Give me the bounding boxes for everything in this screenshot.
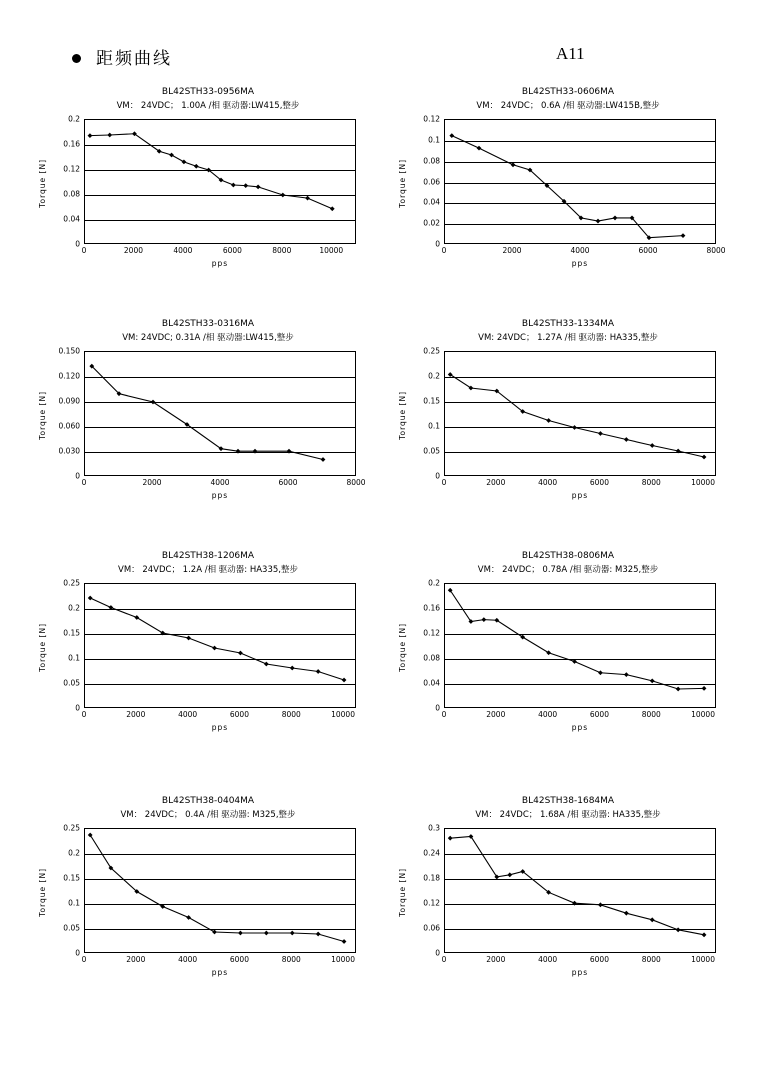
y-tick-label: 0 bbox=[75, 471, 80, 481]
y-tick-label: 0.090 bbox=[58, 396, 80, 406]
plot-wrapper bbox=[38, 346, 378, 511]
y-tick-label: 0 bbox=[75, 703, 80, 713]
chart-block bbox=[398, 550, 738, 743]
chart-title: BL42STH38-0806MA bbox=[521, 551, 615, 561]
y-tick-label: 0.25 bbox=[63, 823, 80, 833]
data-series bbox=[445, 829, 717, 954]
y-axis-label: Torque [N] bbox=[398, 391, 407, 440]
y-tick-label: 0.2 bbox=[68, 114, 80, 124]
data-point-marker bbox=[186, 915, 191, 920]
y-tick-label: 0.15 bbox=[63, 873, 80, 883]
plot-area bbox=[444, 828, 716, 953]
y-tick-label: 0.12 bbox=[63, 164, 80, 174]
data-point-marker bbox=[511, 162, 516, 167]
plot-wrapper bbox=[38, 578, 378, 743]
y-tick-label: 0 bbox=[435, 471, 440, 481]
data-point-marker bbox=[676, 687, 681, 692]
y-axis-label: Torque [N] bbox=[38, 868, 47, 917]
x-tick-label: 2000 bbox=[502, 246, 522, 255]
x-tick-label: 8000 bbox=[281, 710, 301, 719]
data-point-marker bbox=[650, 443, 655, 448]
data-point-marker bbox=[280, 193, 285, 198]
x-tick-label: 2000 bbox=[126, 710, 146, 719]
x-tick-label: 10000 bbox=[691, 955, 715, 964]
x-tick-label: 8000 bbox=[641, 710, 661, 719]
y-tick-label: 0 bbox=[75, 948, 80, 958]
x-axis-ticks bbox=[441, 478, 716, 490]
y-tick-label: 0.12 bbox=[423, 628, 440, 638]
x-tick-label: 0 bbox=[441, 955, 447, 964]
page-code: A11 bbox=[556, 44, 585, 63]
data-series bbox=[85, 829, 357, 954]
x-axis-ticks bbox=[81, 955, 356, 967]
plot-area bbox=[84, 351, 356, 476]
y-axis-label: Torque [N] bbox=[398, 623, 407, 672]
x-axis-ticks bbox=[81, 710, 356, 722]
y-tick-label: 0.04 bbox=[423, 197, 440, 207]
y-tick-label: 0.15 bbox=[63, 628, 80, 638]
y-tick-label: 0.25 bbox=[63, 578, 80, 588]
data-point-marker bbox=[109, 605, 114, 610]
chart-subtitle: VM： 24VDC； 0.4A /相 驱动器: M325,整步 bbox=[120, 810, 296, 820]
x-tick-label: 4000 bbox=[210, 478, 230, 487]
x-tick-label: 6000 bbox=[278, 478, 298, 487]
x-axis-ticks bbox=[441, 246, 726, 258]
y-axis-ticks bbox=[408, 346, 442, 481]
data-point-marker bbox=[316, 932, 321, 937]
y-tick-label: 0.030 bbox=[58, 446, 80, 456]
data-series bbox=[445, 352, 717, 477]
chart-subtitle: VM： 24VDC； 0.78A /相 驱动器: M325,整步 bbox=[477, 565, 659, 575]
data-point-marker bbox=[321, 457, 326, 462]
data-point-marker bbox=[264, 662, 269, 667]
x-tick-label: 0 bbox=[81, 478, 87, 487]
data-point-marker bbox=[134, 615, 139, 620]
data-point-marker bbox=[676, 449, 681, 454]
data-point-marker bbox=[231, 183, 236, 188]
chart-title: BL42STH33-1334MA bbox=[521, 319, 615, 329]
y-tick-label: 0.16 bbox=[63, 139, 80, 149]
plot-area bbox=[444, 351, 716, 476]
x-tick-label: 6000 bbox=[222, 246, 242, 255]
y-axis-ticks bbox=[48, 114, 82, 249]
chart-block bbox=[398, 795, 738, 988]
data-point-marker bbox=[253, 449, 258, 454]
data-point-marker bbox=[194, 164, 199, 169]
plot-area bbox=[84, 828, 356, 953]
x-axis-label: pps bbox=[211, 259, 229, 268]
x-tick-label: 6000 bbox=[589, 710, 609, 719]
y-tick-label: 0.12 bbox=[423, 114, 440, 124]
data-point-marker bbox=[305, 196, 310, 201]
y-axis-ticks bbox=[408, 578, 442, 713]
x-tick-label: 2000 bbox=[142, 478, 162, 487]
page-title: 距频曲线 bbox=[96, 49, 172, 69]
data-point-marker bbox=[507, 872, 512, 877]
x-tick-label: 10000 bbox=[331, 955, 355, 964]
data-point-marker bbox=[650, 678, 655, 683]
data-point-marker bbox=[681, 233, 686, 238]
plot-area bbox=[444, 583, 716, 708]
y-axis-ticks bbox=[408, 114, 442, 249]
data-point-marker bbox=[107, 133, 112, 138]
x-tick-label: 4000 bbox=[173, 246, 193, 255]
data-point-marker bbox=[546, 650, 551, 655]
data-point-marker bbox=[212, 646, 217, 651]
plot-wrapper bbox=[398, 114, 738, 279]
x-tick-label: 8000 bbox=[706, 246, 726, 255]
y-axis-ticks bbox=[48, 578, 82, 713]
data-point-marker bbox=[160, 631, 165, 636]
y-tick-label: 0 bbox=[435, 239, 440, 249]
data-point-marker bbox=[287, 449, 292, 454]
x-tick-label: 8000 bbox=[346, 478, 366, 487]
y-axis-ticks bbox=[48, 823, 82, 958]
x-tick-label: 4000 bbox=[538, 955, 558, 964]
y-tick-label: 0.05 bbox=[423, 446, 440, 456]
data-point-marker bbox=[169, 153, 174, 158]
chart-subtitle: VM： 24VDC； 1.68A /相 驱动器: HA335,整步 bbox=[475, 810, 661, 820]
chart-title: BL42STH38-1684MA bbox=[521, 796, 615, 806]
y-tick-label: 0.24 bbox=[423, 848, 440, 858]
y-tick-label: 0.06 bbox=[423, 177, 440, 186]
plot-area bbox=[84, 583, 356, 708]
data-point-marker bbox=[676, 927, 681, 932]
y-tick-label: 0.18 bbox=[423, 873, 440, 883]
data-point-marker bbox=[236, 449, 241, 454]
chart-title: BL42STH38-0404MA bbox=[161, 796, 255, 806]
data-point-marker bbox=[624, 672, 629, 677]
x-tick-label: 2000 bbox=[486, 955, 506, 964]
y-axis-label: Torque [N] bbox=[398, 868, 407, 917]
x-tick-label: 0 bbox=[81, 710, 87, 719]
y-tick-label: 0 bbox=[435, 948, 440, 958]
chart-block bbox=[398, 318, 738, 511]
data-point-marker bbox=[596, 219, 601, 224]
y-tick-label: 0.08 bbox=[63, 189, 80, 199]
chart-subtitle: VM： 24VDC； 1.00A /相 驱动器:LW415,整步 bbox=[116, 101, 300, 111]
y-tick-label: 0.15 bbox=[423, 396, 440, 406]
x-tick-label: 0 bbox=[81, 955, 87, 964]
x-tick-label: 4000 bbox=[570, 246, 590, 255]
data-point-marker bbox=[702, 686, 707, 691]
y-tick-label: 0.1 bbox=[68, 653, 80, 663]
data-point-marker bbox=[238, 931, 243, 936]
x-axis-label: pps bbox=[211, 491, 229, 500]
x-tick-label: 2000 bbox=[486, 710, 506, 719]
y-tick-label: 0.02 bbox=[423, 218, 440, 228]
data-point-marker bbox=[650, 917, 655, 922]
data-point-marker bbox=[238, 651, 243, 656]
plot-wrapper bbox=[398, 346, 738, 511]
x-axis-label: pps bbox=[571, 491, 589, 500]
data-point-marker bbox=[330, 206, 335, 211]
data-point-marker bbox=[598, 670, 603, 675]
data-point-marker bbox=[182, 159, 187, 164]
x-axis-ticks bbox=[81, 246, 356, 258]
y-tick-label: 0.1 bbox=[68, 898, 80, 908]
x-tick-label: 10000 bbox=[691, 710, 715, 719]
x-tick-label: 6000 bbox=[229, 955, 249, 964]
data-series bbox=[85, 352, 357, 477]
data-point-marker bbox=[290, 931, 295, 936]
chart-title: BL42STH33-0606MA bbox=[521, 87, 615, 97]
chart-subtitle: VM: 24VDC; 0.31A /相 驱动器:LW415,整步 bbox=[122, 333, 294, 343]
data-point-marker bbox=[88, 596, 93, 601]
data-point-marker bbox=[598, 431, 603, 436]
y-tick-label: 0.08 bbox=[423, 653, 440, 663]
data-point-marker bbox=[481, 617, 486, 622]
y-axis-label: Torque [N] bbox=[398, 159, 407, 208]
y-tick-label: 0.25 bbox=[423, 346, 440, 356]
plot-area bbox=[84, 119, 356, 244]
data-point-marker bbox=[186, 636, 191, 641]
data-point-marker bbox=[624, 437, 629, 442]
x-tick-label: 10000 bbox=[691, 478, 715, 487]
data-point-marker bbox=[702, 932, 707, 937]
bullet-dot-icon bbox=[72, 54, 81, 63]
y-tick-label: 0.05 bbox=[63, 678, 80, 688]
y-tick-label: 0.2 bbox=[68, 603, 80, 613]
x-tick-label: 10000 bbox=[319, 246, 344, 255]
chart-block bbox=[38, 795, 378, 988]
x-axis-ticks bbox=[81, 478, 366, 490]
x-axis-label: pps bbox=[571, 723, 589, 732]
x-tick-label: 8000 bbox=[641, 955, 661, 964]
plot-wrapper bbox=[398, 823, 738, 988]
x-tick-label: 4000 bbox=[178, 710, 198, 719]
x-tick-label: 4000 bbox=[538, 478, 558, 487]
chart-block bbox=[38, 550, 378, 743]
y-tick-label: 0.1 bbox=[428, 135, 440, 145]
y-tick-label: 0.05 bbox=[63, 923, 80, 933]
chart-block bbox=[38, 86, 378, 279]
data-point-marker bbox=[624, 911, 629, 916]
x-tick-label: 8000 bbox=[281, 955, 301, 964]
plot-area bbox=[444, 119, 716, 244]
y-tick-label: 0.150 bbox=[58, 346, 80, 356]
data-point-marker bbox=[572, 425, 577, 430]
data-point-marker bbox=[572, 901, 577, 906]
plot-wrapper bbox=[398, 578, 738, 743]
y-axis-ticks bbox=[408, 823, 442, 958]
x-tick-label: 0 bbox=[81, 246, 87, 255]
y-tick-label: 0.04 bbox=[63, 214, 80, 224]
chart-subtitle: VM： 24VDC； 0.6A /相 驱动器:LW415B,整步 bbox=[476, 101, 660, 111]
chart-subtitle: VM： 24VDC； 1.2A /相 驱动器: HA335,整步 bbox=[118, 565, 298, 575]
x-tick-label: 6000 bbox=[229, 710, 249, 719]
data-point-marker bbox=[572, 659, 577, 664]
x-axis-label: pps bbox=[211, 968, 229, 977]
y-tick-label: 0 bbox=[75, 239, 80, 249]
y-tick-label: 0.2 bbox=[428, 371, 440, 381]
x-axis-ticks bbox=[441, 710, 716, 722]
chart-subtitle: VM: 24VDC； 1.27A /相 驱动器: HA335,整步 bbox=[478, 333, 658, 343]
page-header bbox=[0, 44, 770, 74]
data-point-marker bbox=[316, 669, 321, 674]
y-tick-label: 0.08 bbox=[423, 156, 440, 166]
x-tick-label: 2000 bbox=[123, 246, 143, 255]
x-tick-label: 2000 bbox=[486, 478, 506, 487]
x-tick-label: 10000 bbox=[331, 710, 355, 719]
data-point-marker bbox=[546, 418, 551, 423]
data-point-marker bbox=[702, 455, 707, 460]
x-tick-label: 6000 bbox=[638, 246, 658, 255]
x-tick-label: 6000 bbox=[589, 478, 609, 487]
x-axis-label: pps bbox=[571, 259, 589, 268]
data-point-marker bbox=[477, 146, 482, 151]
y-axis-label: Torque [N] bbox=[38, 391, 47, 440]
x-tick-label: 0 bbox=[441, 710, 447, 719]
x-axis-label: pps bbox=[571, 968, 589, 977]
y-tick-label: 0.2 bbox=[68, 848, 80, 858]
x-tick-label: 0 bbox=[441, 478, 447, 487]
x-tick-label: 4000 bbox=[538, 710, 558, 719]
x-tick-label: 4000 bbox=[178, 955, 198, 964]
chart-title: BL42STH33-0316MA bbox=[161, 319, 255, 329]
data-point-marker bbox=[342, 678, 347, 683]
y-tick-label: 0.3 bbox=[428, 823, 440, 833]
x-tick-label: 8000 bbox=[641, 478, 661, 487]
chart-title: BL42STH33-0956MA bbox=[161, 87, 255, 97]
x-tick-label: 6000 bbox=[589, 955, 609, 964]
chart-block bbox=[398, 86, 738, 279]
plot-wrapper bbox=[38, 114, 378, 279]
data-point-marker bbox=[212, 930, 217, 935]
y-tick-label: 0.1 bbox=[428, 421, 440, 431]
x-tick-label: 8000 bbox=[272, 246, 292, 255]
data-point-marker bbox=[256, 184, 261, 189]
x-tick-label: 2000 bbox=[126, 955, 146, 964]
plot-wrapper bbox=[38, 823, 378, 988]
data-point-marker bbox=[243, 183, 248, 188]
data-point-marker bbox=[448, 836, 453, 841]
y-axis-ticks bbox=[48, 346, 82, 481]
y-tick-label: 0.16 bbox=[423, 603, 440, 613]
data-point-marker bbox=[613, 216, 618, 221]
y-axis-label: Torque [N] bbox=[38, 623, 47, 672]
data-point-marker bbox=[264, 931, 269, 936]
data-series bbox=[85, 120, 357, 245]
y-tick-label: 0.120 bbox=[58, 371, 80, 381]
data-series bbox=[445, 584, 717, 709]
chart-title: BL42STH38-1206MA bbox=[161, 551, 255, 561]
data-point-marker bbox=[598, 902, 603, 907]
x-axis-ticks bbox=[441, 955, 716, 967]
data-series bbox=[85, 584, 357, 709]
y-axis-label: Torque [N] bbox=[38, 159, 47, 208]
y-tick-label: 0.04 bbox=[423, 678, 440, 688]
y-tick-label: 0 bbox=[435, 703, 440, 713]
x-axis-label: pps bbox=[211, 723, 229, 732]
data-series bbox=[445, 120, 717, 245]
y-tick-label: 0.12 bbox=[423, 898, 440, 908]
y-tick-label: 0.2 bbox=[428, 578, 440, 588]
data-point-marker bbox=[290, 666, 295, 671]
data-point-marker bbox=[160, 904, 165, 909]
x-tick-label: 0 bbox=[441, 246, 447, 255]
chart-block bbox=[38, 318, 378, 511]
y-tick-label: 0.06 bbox=[423, 923, 440, 933]
data-point-marker bbox=[449, 133, 454, 138]
data-point-marker bbox=[342, 939, 347, 944]
y-tick-label: 0.060 bbox=[58, 421, 80, 431]
data-point-marker bbox=[88, 133, 93, 138]
